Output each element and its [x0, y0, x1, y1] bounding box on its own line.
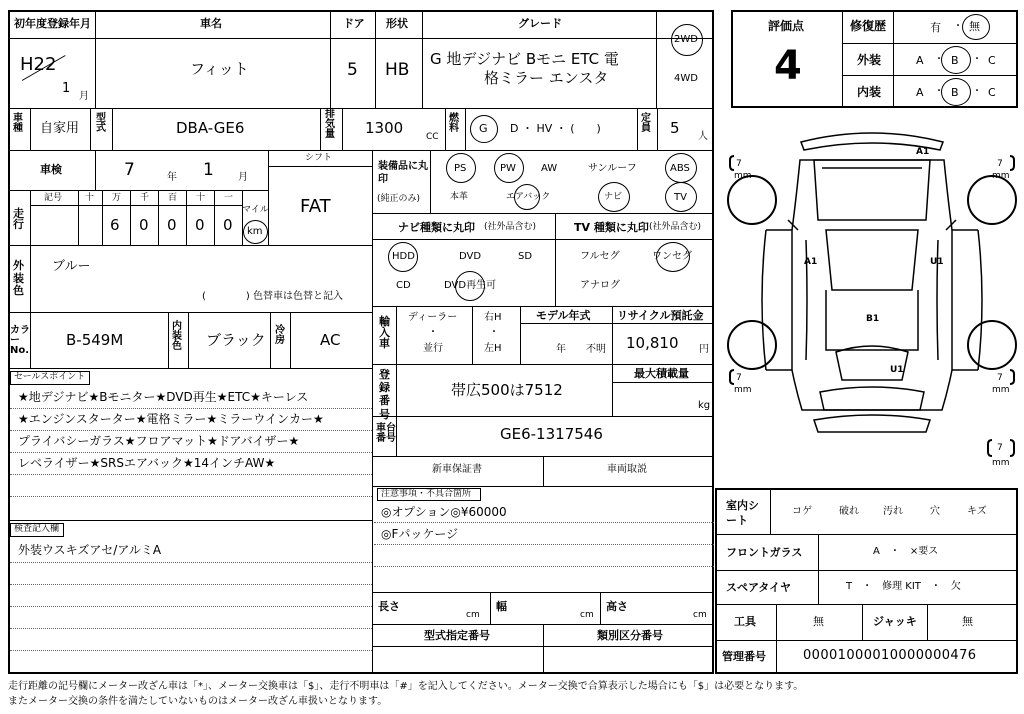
tv-type-label: TV 種類に丸印 [574, 221, 649, 234]
spare-tire-value: T ・ 修理 KIT ・ 欠 [846, 581, 961, 592]
height-label: 高さ [606, 600, 628, 613]
equip-navi: ナビ [604, 192, 623, 202]
sales-line-3: プライバシーガラス★フロアマット★ドアバイザー★ [18, 434, 300, 448]
tire-size-rl: 7 [736, 373, 742, 383]
fuel-label: 燃料 [449, 113, 459, 134]
sales-points-label: セールスポイント [14, 372, 86, 382]
score-value: 4 [774, 43, 802, 89]
drive-2wd: 2WD [674, 34, 698, 45]
car-class: 自家用 [40, 121, 80, 136]
mileage-label: 走行 [13, 207, 24, 231]
damage-b1-roof: B1 [866, 314, 880, 324]
equip-ps: PS [454, 163, 467, 174]
spare-tire-size: 7 [997, 443, 1003, 453]
recycle-label: リサイクル預託金 [617, 309, 704, 322]
chassis-value: GE6-1317546 [500, 425, 603, 443]
shift-label: シフト [305, 153, 333, 163]
capacity-label: 定員 [641, 113, 651, 134]
int-color-value: ブラック [206, 331, 266, 349]
equip-abs: ABS [670, 163, 690, 174]
notes-line-2: ◎Fパッケージ [381, 527, 459, 541]
int-color-label: 内装色 [172, 321, 182, 352]
grade-label: グレード [518, 17, 562, 30]
sales-line-2: ★エンジンスターター★電格ミラー★ミラーウインカー★ [18, 412, 324, 426]
equipment-label: 装備品に丸印 [378, 161, 428, 185]
jack-value: 無 [962, 615, 973, 628]
mileage-digit-2: 0 [139, 216, 149, 234]
svg-text:mm: mm [734, 385, 752, 395]
inspect-note-line: 外装ウスキズアセ/アルミA [18, 543, 162, 557]
shape-label: 形状 [386, 17, 408, 30]
repair-no: 無 [969, 20, 980, 33]
notes-label: 注意事項・不具合箇所 [381, 489, 472, 499]
navi-type-label: ナビ種類に丸印 [398, 221, 475, 234]
navi-dvd-play: DVD再生可 [444, 280, 497, 291]
import-right: 右H [484, 312, 502, 323]
navi-hdd: HDD [392, 251, 415, 262]
equip-leather: 本革 [450, 192, 469, 202]
displacement-value: 1300 [365, 119, 404, 137]
mileage-digit-5: 0 [223, 216, 233, 234]
ac-label: 冷房 [275, 325, 285, 346]
repair-label: 修復歴 [850, 19, 887, 33]
import-label: 輸入車 [379, 315, 390, 350]
sales-line-1: ★地デジナビ★Bモニター★DVD再生★ETC★キーレス [18, 390, 309, 404]
shift-value: FAT [300, 196, 331, 217]
capacity-value: 5 [670, 119, 680, 137]
ext-color-value: ブルー [52, 259, 91, 274]
door-label: ドア [343, 17, 365, 30]
svg-text:mm: mm [734, 171, 752, 181]
equip-pw: PW [500, 163, 516, 174]
color-no-value: B-549M [66, 331, 124, 349]
footer-note-1: 走行距離の記号欄にメーター改ざん車は「*」、メーター交換車は「$」、走行不明車は「#」を記入してください。メーター交換で合算表示した場合にも「$」は必要となります。 [8, 681, 804, 692]
jack-label: ジャッキ [873, 615, 917, 628]
model-value: DBA-GE6 [176, 119, 245, 137]
mileage-digit-4: 0 [195, 216, 205, 234]
width-label: 幅 [496, 600, 507, 613]
damage-a1-front: A1 [916, 147, 930, 157]
door-value: 5 [347, 60, 358, 80]
import-dealer: ディーラー [408, 312, 458, 323]
model-label: 型式 [96, 113, 106, 134]
tire-size-fr: 7 [997, 159, 1003, 169]
seat-label: 室内シート [726, 499, 759, 528]
reg-era: H22 [20, 54, 57, 75]
repair-yes: 有 [930, 21, 941, 34]
navi-sd: SD [518, 251, 533, 262]
spare-tire-label: スペアタイヤ [726, 581, 792, 594]
new-car-warranty: 新車保証書 [432, 464, 482, 475]
svg-text:mm: mm [992, 385, 1010, 395]
inspection-label: 車検 [40, 163, 62, 176]
notes-line-1: ◎オプション◎¥60000 [381, 505, 507, 519]
chassis-label: 車台番号 [376, 423, 396, 444]
tire-size-rr: 7 [997, 373, 1003, 383]
max-load-label: 最大積載量 [634, 367, 689, 380]
mileage-unit-mile: マイル [242, 205, 269, 215]
grade-line2: 格ミラー エンスタ [484, 69, 609, 87]
fuel-g: G [479, 122, 488, 135]
mgmt-value: 00001000010000000476 [803, 648, 977, 663]
tire-size-fl: 7 [736, 159, 742, 169]
footer-note-2: またメーター交換の条件を満たしていないものはメーター改ざん車扱いとなります。 [8, 696, 388, 707]
front-glass-label: フロントガラス [726, 546, 803, 559]
svg-text:mm: mm [992, 171, 1010, 181]
capacity-unit: 人 [698, 131, 708, 142]
tv-one: ワンセグ [652, 251, 692, 262]
ext-color-note: ( ) 色替車は色替と記入 [202, 291, 343, 302]
svg-text:mm: mm [992, 458, 1010, 468]
tv-full: フルセグ [580, 251, 620, 262]
equip-tv: TV [674, 192, 687, 203]
navi-dvd: DVD [459, 251, 482, 262]
fuel-options: D ・ HV ・ ( ) [510, 122, 601, 135]
car-manual: 車両取説 [607, 464, 647, 475]
ac-value: AC [320, 331, 341, 349]
mileage-unit-km: km [247, 226, 263, 237]
exterior-score-label: 外装 [857, 53, 882, 67]
import-left: 左H [484, 343, 502, 354]
reg-month: 1 [62, 81, 71, 96]
recycle-value: 10,810 [626, 334, 679, 352]
ext-color-label: 外装色 [13, 259, 24, 298]
inspect-note-label: 検査記入欄 [14, 524, 60, 534]
car-name-label: 車名 [200, 17, 222, 30]
exterior-grade-b: B [951, 54, 959, 67]
interior-score-label: 内装 [857, 85, 882, 99]
type-no-label: 型式指定番号 [424, 629, 490, 642]
equipment-sub: (純正のみ) [377, 194, 421, 204]
grade-line1: G 地デジナビ Bモニ ETC 電 [430, 50, 619, 68]
length-label: 長さ [378, 600, 400, 613]
front-glass-value: A ・ ×要ス [873, 546, 939, 557]
mileage-digit-3: 0 [167, 216, 177, 234]
inspection-month: 1 [203, 160, 214, 180]
interior-grade-b: B [951, 86, 959, 99]
car-damage-diagram [726, 120, 1018, 485]
reg-month-unit: 月 [79, 91, 89, 102]
model-year-label: モデル年式 [536, 309, 591, 322]
equip-airbag: エアバック [506, 192, 551, 202]
car-name: フィット [190, 60, 249, 78]
sales-line-4: レベライザー★SRSエアバック★14インチAW★ [18, 456, 276, 470]
score-label: 評価点 [768, 19, 805, 33]
tool-value: 無 [813, 615, 824, 628]
mileage-digit-1: 6 [110, 216, 120, 234]
car-class-label: 車種 [13, 113, 23, 134]
drive-4wd: 4WD [674, 73, 698, 84]
damage-a1-left: A1 [804, 257, 818, 267]
equip-sunroof: サンルーフ [588, 163, 637, 174]
navi-cd: CD [396, 280, 411, 291]
tv-analog: アナログ [580, 280, 620, 291]
tool-label: 工具 [734, 615, 756, 628]
damage-u1-rear: U1 [890, 365, 904, 375]
inspection-year: 7 [124, 160, 135, 180]
displacement-unit: CC [426, 132, 439, 142]
shape-value: HB [385, 60, 410, 80]
import-parallel: 並行 [423, 343, 443, 354]
reg-date-label: 初年度登録年月 [14, 17, 91, 30]
color-no-label: カラーNo. [10, 325, 30, 356]
registration-value: 帯広500は7512 [451, 381, 563, 399]
equip-aw: AW [541, 163, 558, 174]
mgmt-label: 管理番号 [722, 650, 766, 663]
displacement-label: 排気量 [325, 109, 335, 140]
registration-label: 登録番号 [379, 368, 390, 421]
damage-u1-right: U1 [930, 257, 944, 267]
class-no-label: 類別区分番号 [597, 629, 663, 642]
